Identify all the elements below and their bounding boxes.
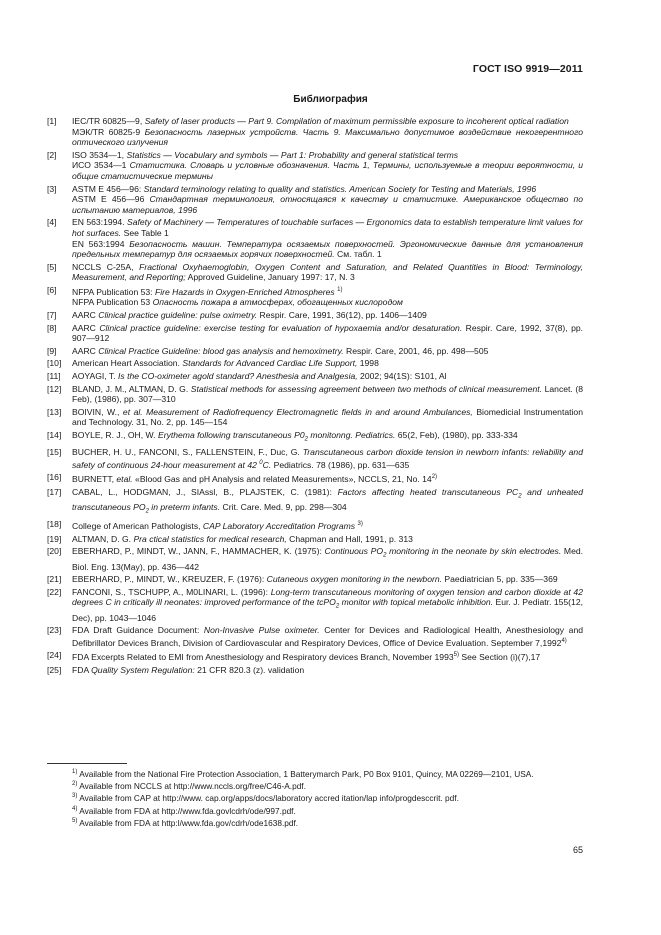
reference-line	[72, 323, 583, 344]
text-run: Statistics — Vocabulary and symbols — Part 1: Probability and general statistical terms	[126, 149, 459, 160]
text-run: NCCLS C-25A,	[72, 261, 140, 272]
reference-text	[72, 150, 583, 182]
text-run: C.	[262, 459, 272, 470]
text-run: BURNETT,	[72, 474, 117, 485]
text-run: FDA Excerpts Related to EMI from Anesthesiology and Respiratory devices Branch, November 1993	[72, 652, 454, 663]
text-run: Fractional Oxyhaemoglobin, Oxygen Content and Saturation, and Related Quantities in Blood: Terminology, Measurement, and Reporting;	[72, 261, 583, 283]
reference-text	[72, 650, 583, 662]
reference-entry	[47, 665, 583, 676]
reference-line	[72, 447, 583, 470]
reference-entry	[47, 407, 583, 428]
reference-entry	[47, 285, 583, 308]
text-run: Опасность пожара в атмосферах, обогащенных кислородом	[152, 297, 403, 308]
footnote-list	[47, 767, 583, 828]
reference-line	[72, 127, 583, 148]
reference-entry	[47, 650, 583, 662]
reference-text	[72, 574, 583, 585]
text-run: Safety of Machinery — Temperatures of touchable surfaces — Ergonomics data to establish temperature limit values for hot surfaces.	[72, 217, 583, 238]
text-run: «Blood Gas and pH Analysis and related Measurements», NCCLS, 21, No. 14	[132, 474, 432, 485]
reference-text	[72, 310, 583, 321]
reference-entry	[47, 472, 583, 484]
reference-line	[72, 487, 583, 518]
reference-text	[72, 407, 583, 428]
reference-text	[72, 184, 583, 216]
reference-entry	[47, 358, 583, 369]
text-run: BUCHER, H. U., FANCONI, S., FALLENSTEIN, F., Duc, G.	[72, 447, 303, 458]
footnote-mark: 1)	[72, 769, 78, 775]
text-run: Стандартная терминология, относящаяся к качеству и статистике. Американское общество по испытанию материалов, 1996	[72, 194, 583, 215]
text-run: Lancet. (8 Feb), (1986), pp. 307—310	[72, 383, 583, 405]
reference-entry	[47, 346, 583, 357]
text-run: Crit. Care. Med. 9, pp. 298—304	[220, 502, 347, 513]
text-run: 2	[383, 553, 387, 560]
text-run: etal.	[116, 474, 133, 485]
text-run: in preterm infants.	[148, 502, 221, 513]
text-run: См. табл. 1	[334, 249, 382, 260]
text-run: Center for Devices and Radiological Health, Anesthesiology and Defibrillator Devices Branch, Division of Cardiovascular and Respiratory Devices, Office of Device Evaluation. September 7,1992	[72, 625, 583, 648]
reference-line	[72, 519, 583, 531]
footnote-text: Available from the National Fire Protection Association, 1 Batterymarch Park, P0 Box 9101, Quincy, MA 02269—2101, USA.	[77, 768, 534, 779]
text-run: Continuous PO	[324, 546, 384, 557]
reference-text	[72, 358, 583, 369]
text-run: Standard terminology relating to quality and statistics. American Society for Testing and Materials, 1996	[143, 183, 537, 194]
footnote	[47, 804, 583, 816]
reference-number: [2]	[47, 149, 57, 160]
reference-line	[72, 574, 583, 585]
text-run: BOYLE, R. J., OH, W.	[72, 429, 158, 440]
footnote-mark: 2)	[72, 781, 78, 788]
reference-entry	[47, 430, 583, 445]
text-run: 2)	[431, 474, 438, 481]
text-run: Pra ctical statistics for medical research,	[133, 533, 287, 544]
footnote-text: Available from NCCLS at http://www.nccls.org/free/C46-A.pdf.	[77, 780, 306, 791]
bibliography-title: Библиография	[293, 94, 368, 105]
reference-number: [4]	[47, 217, 57, 228]
reference-text	[72, 447, 583, 470]
text-run: Pediatrics. 78 (1986), pp. 631—635	[271, 459, 410, 470]
reference-number: [10]	[47, 358, 62, 369]
text-run: ALTMAN, D. G.	[72, 533, 134, 544]
text-run: CABAL, L., HODGMAN, J., SIAssl, B., PLAJSTEK, C. (1981):	[72, 486, 338, 497]
reference-line	[72, 587, 583, 624]
reference-entry	[47, 447, 583, 470]
text-run: ASTM E 456—96	[72, 194, 150, 205]
reference-number: [16]	[47, 472, 62, 483]
standard-header: ГОСТ ISO 9919—2011	[472, 63, 583, 75]
text-run: Clinical practice guideline: pulse oximetry.	[98, 309, 258, 320]
page-number: 65	[572, 845, 583, 855]
reference-number: [8]	[47, 322, 57, 333]
reference-list	[47, 116, 583, 677]
reference-line	[72, 371, 583, 382]
text-run: 2	[335, 604, 340, 611]
reference-line	[72, 625, 583, 648]
text-run: 2002; 94(1S): S101, Al	[357, 370, 447, 381]
text-run: 4)	[561, 637, 567, 644]
text-run: EBERHARD, P., MINDT, W., JANN, F., HAMMACHER, K. (1975):	[72, 546, 325, 557]
footnote	[47, 791, 583, 803]
text-run: Approved Guideline, January 1997: 17, N. 3	[185, 272, 355, 283]
reference-number: [1]	[47, 116, 57, 126]
text-run: AARC	[72, 322, 100, 333]
text-run: AARC	[72, 345, 99, 356]
reference-line	[72, 184, 583, 195]
reference-line	[72, 239, 583, 260]
reference-text	[72, 430, 583, 445]
footnote	[47, 767, 583, 779]
reference-entry	[47, 587, 583, 624]
footnote-rule	[47, 763, 127, 764]
reference-text	[72, 323, 583, 344]
reference-text	[72, 285, 583, 308]
reference-entry	[47, 323, 583, 344]
reference-number: [5]	[47, 261, 57, 272]
text-run: AARC	[72, 309, 99, 320]
reference-entry	[47, 262, 583, 283]
text-run: BOIVIN, W.,	[72, 406, 123, 417]
text-run: 2	[518, 493, 522, 500]
footnote-text: Available from FDA at http:l/www.fda.gov/cdrh/ode1638.pdf.	[77, 817, 299, 828]
text-run: МЭК/TR 60825-9	[72, 126, 145, 137]
reference-line	[72, 534, 583, 545]
reference-line	[72, 546, 583, 572]
reference-number: [24]	[47, 650, 62, 661]
reference-text	[72, 546, 583, 572]
text-run: Erythema following transcutaneous P0	[157, 429, 305, 440]
text-run: Is the CO-oximeter agold standard? Anesthesia and Analgesia,	[118, 370, 358, 381]
text-run: Respir. Care, 1991, 36(12), pp. 1406—1409	[257, 309, 427, 320]
reference-entry	[47, 625, 583, 648]
reference-text	[72, 472, 583, 484]
reference-entry	[47, 310, 583, 321]
text-run: Статистика. Словарь и условные обозначения. Часть 1, Термины, используемые в теории вероятности, и общие статистические термины	[72, 160, 583, 181]
reference-entry	[47, 384, 583, 405]
text-run: See Section (i)(7),17	[459, 652, 541, 663]
reference-number: [20]	[47, 546, 62, 557]
text-run: 2	[145, 508, 149, 515]
reference-number: [12]	[47, 383, 62, 394]
reference-text	[72, 487, 583, 518]
reference-text	[72, 346, 583, 357]
text-run: Factors affecting heated transcutaneous PC	[337, 486, 519, 497]
reference-line	[72, 150, 583, 161]
reference-text	[72, 625, 583, 648]
text-run: ASTM E 456—96:	[72, 183, 144, 194]
reference-text	[72, 262, 583, 283]
reference-text	[72, 384, 583, 405]
reference-line	[72, 358, 583, 369]
reference-number: [23]	[47, 625, 62, 636]
reference-line	[72, 285, 583, 297]
reference-number: [18]	[47, 519, 62, 530]
reference-number: [17]	[47, 486, 62, 497]
text-run: EN 563:1994.	[72, 217, 127, 228]
reference-text	[72, 534, 583, 545]
text-run: BLAND, J. M., ALTMAN, D. G.	[72, 383, 191, 394]
reference-line	[72, 472, 583, 484]
text-run: Eur. J. Pediatr. 155(12, Dec), pp. 1043—1046	[72, 597, 583, 623]
reference-entry	[47, 217, 583, 259]
text-run: See Table 1	[121, 227, 169, 238]
text-run: Non-Invasive Pulse oximeter.	[203, 625, 320, 636]
text-run: 21 CFR 820.3 (z). validation	[194, 664, 305, 675]
footnote-text: Available from FDA at http://www.fda.govlcdrh/ode/997.pdf.	[77, 805, 296, 816]
reference-entry	[47, 184, 583, 216]
text-run: CAP Laboratory Accreditation Programs	[202, 521, 356, 532]
reference-number: [6]	[47, 284, 57, 295]
reference-entry	[47, 150, 583, 182]
text-run: Transcutaneous carbon dioxide tension in newborn infants: reliability and safety of continuous 24-hour measurement at 42	[72, 447, 583, 470]
text-run: and unheated transcutaneous PO	[72, 486, 583, 513]
text-run: Безопасность машин. Температура осязаемых поверхностей. Эргономические данные для установления предельных температур для осязаемых горячих поверхностей.	[72, 238, 583, 260]
text-run: NFPA Publication 53:	[72, 286, 155, 297]
reference-line	[72, 650, 583, 662]
reference-number: [3]	[47, 183, 57, 194]
text-run: EN 563:1994	[72, 238, 130, 249]
text-run: Безопасность лазерных устройств. Часть 9. Максимально допустимое воздействие некогерентного оптического излучения	[72, 126, 583, 148]
reference-line	[72, 407, 583, 428]
reference-line	[72, 297, 583, 308]
reference-number: [9]	[47, 345, 57, 356]
footnote	[47, 816, 583, 828]
text-run: Statistical methods for assessing agreement between two methods of clinical measurement.	[190, 383, 543, 394]
reference-text	[72, 587, 583, 624]
text-run: 0	[259, 459, 263, 466]
reference-number: [21]	[47, 574, 62, 585]
reference-entry	[47, 371, 583, 382]
text-run: FDA Draft Guidance Document:	[72, 625, 204, 636]
reference-entry	[47, 534, 583, 545]
reference-text	[72, 665, 583, 676]
reference-line	[72, 160, 583, 181]
reference-line	[72, 665, 583, 676]
reference-line	[72, 430, 583, 445]
text-run: Respir. Care, 1992, 37(8), pp. 907—912	[72, 322, 584, 344]
text-run: Fire Hazards in Oxygen-Enriched Atmospheres	[154, 286, 335, 297]
reference-number: [15]	[47, 447, 62, 458]
text-run: 2	[304, 436, 308, 443]
reference-number: [14]	[47, 429, 62, 440]
reference-number: [11]	[47, 370, 61, 381]
text-run: Med. Biol. Eng. 13(May), pp. 436—442	[72, 546, 584, 572]
reference-line	[72, 384, 583, 405]
text-run: Biomedicial Instrumentation and Technology. 31, No. 2, pp. 145—154	[72, 406, 583, 428]
reference-entry	[47, 546, 583, 572]
text-run: 1998	[357, 358, 379, 369]
text-run: Standards for Advanced Cardiac Life Support,	[182, 358, 358, 369]
text-run: monitonng. Pediatrics.	[307, 429, 396, 440]
reference-entry	[47, 487, 583, 518]
text-run: Clinical practice guideline: exercise testing for evaluation of hypoxaemia and/or desaturation.	[99, 322, 463, 333]
text-run: FDA	[72, 664, 92, 675]
text-run: et al. Measurement of Radiofrequency Electromagnetic fields in and around Ambulances,	[122, 406, 473, 417]
reference-line	[72, 116, 583, 127]
text-run: Paediatrician 5, pp. 335—369	[442, 574, 558, 585]
reference-entry	[47, 116, 583, 148]
reference-number: [7]	[47, 309, 57, 320]
text-run: 3)	[357, 521, 363, 528]
text-run: FANCONI, S., TSCHUPP, A., M0LINARI, L. (1996):	[72, 586, 271, 597]
text-run: 1)	[337, 286, 343, 293]
text-run: 5)	[453, 652, 459, 659]
text-run: American Heart Association.	[72, 358, 183, 369]
text-run: Chapman and Hall, 1991, p. 313	[286, 533, 413, 544]
text-run: 65(2, Feb), (1980), pp. 333-334	[395, 429, 518, 440]
reference-number: [13]	[47, 406, 62, 417]
footnote-mark: 5)	[72, 817, 78, 824]
reference-number: [19]	[47, 533, 62, 544]
reference-line	[72, 346, 583, 357]
text-run: Clinical Practice Guideline: blood gas analysis and hemoximetry.	[98, 345, 344, 356]
text-run: Safety of laser products — Part 9. Compilation of maximum permissible exposure to incoherent optical radiation	[144, 116, 569, 126]
text-run: ISO 3534—1,	[72, 149, 127, 160]
reference-line	[72, 194, 583, 215]
text-run: College of American Pathologists,	[72, 521, 203, 532]
reference-number: [25]	[47, 664, 62, 675]
text-run: ИСО 3534—1	[72, 160, 130, 171]
reference-text	[72, 116, 583, 148]
text-run: NFPA Publication 53	[72, 297, 153, 308]
reference-text	[72, 371, 583, 382]
footnote	[47, 779, 583, 791]
text-run: IEC/TR 60825—9,	[72, 116, 145, 126]
reference-entry	[47, 574, 583, 585]
reference-entry	[47, 519, 583, 531]
footnote-mark: 3)	[72, 793, 78, 800]
reference-line	[72, 262, 583, 283]
text-run: monitor with topical metabolic inhibition.	[339, 597, 494, 608]
text-run: Respir. Care, 2001, 46, pp. 498—505	[343, 345, 489, 356]
text-run: Quality System Regulation:	[91, 664, 195, 675]
text-run: monitoring in the neonate by skin electrodes.	[386, 546, 562, 557]
reference-number: [22]	[47, 586, 62, 597]
reference-line	[72, 217, 583, 238]
footnote-mark: 4)	[72, 805, 78, 812]
reference-text	[72, 519, 583, 531]
text-run: Long-term transcutaneous monitoring of oxygen tension and carbon dioxide at 42 degrees C in critically ill neonates: improved performance of the tcPO	[72, 586, 583, 608]
reference-text	[72, 217, 583, 259]
reference-line	[72, 310, 583, 321]
text-run: EBERHARD, P., MINDT, W., KREUZER, F. (1976):	[72, 574, 267, 585]
text-run: Cutaneous oxygen monitoring in the newborn.	[266, 574, 443, 585]
footnote-text: Available from CAP at http://www. cap.org/apps/docs/laboratory accred itation/lap info/progdesccrit. pdf.	[77, 793, 459, 804]
text-run: AOYAGI, T.	[72, 370, 119, 381]
